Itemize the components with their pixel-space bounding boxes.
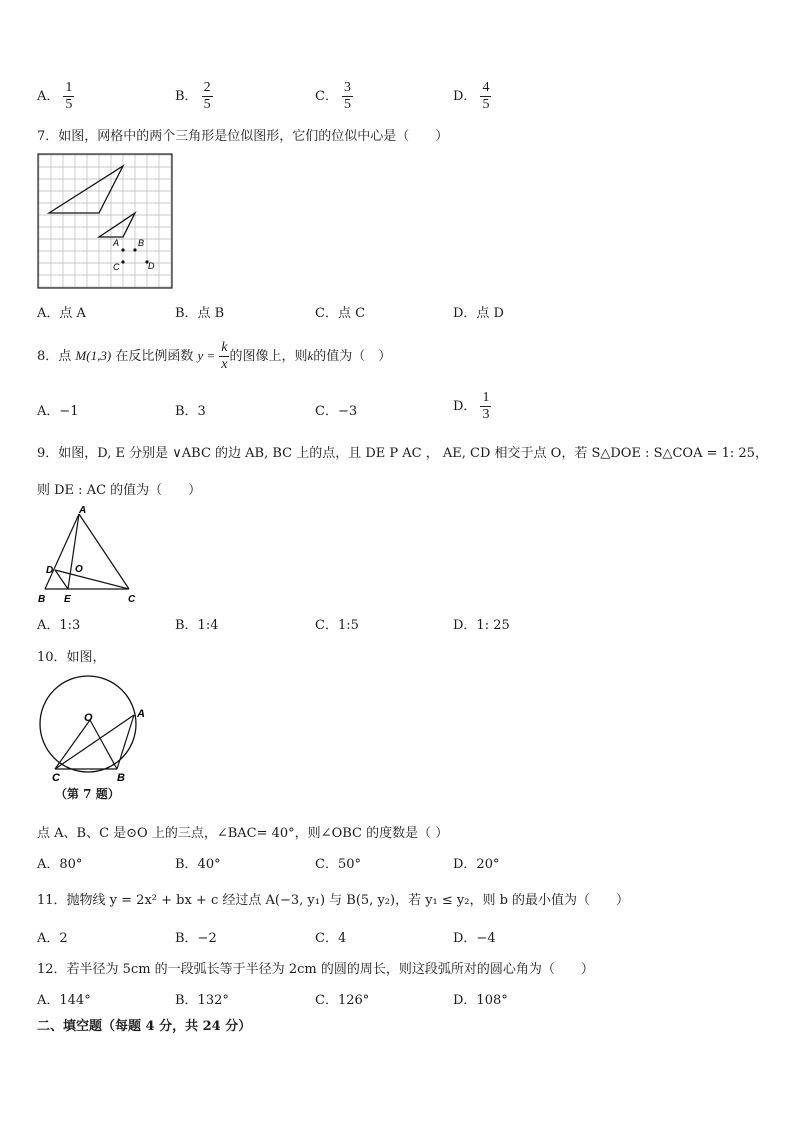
q11-option-b: B．−2	[175, 931, 217, 946]
q10-option-c: C．50°	[315, 857, 361, 872]
q10-circle-figure	[33, 672, 158, 784]
q7-grid-figure	[37, 153, 173, 289]
q8-option-a: A．−1	[37, 404, 79, 419]
q10-figure-caption: （第 7 题）	[55, 787, 120, 801]
q9-option-b: B．1:4	[175, 618, 219, 633]
large-triangle	[49, 166, 123, 213]
q9-triangle-figure	[37, 502, 147, 606]
q10-stem: 10．如图，	[37, 650, 106, 665]
svg-text:C: C	[128, 594, 136, 605]
fraction: $\frac{3}{5}$	[343, 80, 351, 112]
small-triangle	[99, 213, 135, 237]
fraction: $\frac{2}{5}$	[203, 80, 211, 112]
q9-option-d: D．1: 25	[453, 618, 510, 633]
q8-option-d: D． $\frac{1}{3}$	[453, 390, 490, 422]
function-fraction: $\frac{k}{x}$	[221, 340, 228, 372]
svg-text:O: O	[75, 564, 83, 575]
fraction: $\frac{1}{5}$	[65, 80, 73, 112]
q12-option-b: B．132°	[175, 993, 229, 1008]
q6-option-c: C． $\frac{3}{5}$	[315, 80, 351, 112]
q9-stem-line2: 则 DE : AC 的值为（ ）	[37, 483, 202, 498]
q12-option-a: A．144°	[37, 993, 91, 1008]
label-a: A	[113, 238, 120, 248]
q12-option-d: D．108°	[453, 993, 508, 1008]
q12-option-c: C．126°	[315, 993, 370, 1008]
q9-option-c: C．1:5	[315, 618, 359, 633]
svg-text:O: O	[84, 712, 93, 724]
point-b	[121, 248, 124, 251]
svg-text:D: D	[46, 565, 54, 576]
fraction: $\frac{4}{5}$	[482, 80, 490, 112]
q6-option-a: A． $\frac{1}{5}$	[37, 80, 73, 112]
svg-text:A: A	[137, 708, 145, 720]
q9-stem-line1: 9．如图，D, E 分别是 ∨ABC 的边 AB, BC 上的点，且 DE P AC ， AE, CD 相交于点 O，若 S△DOE : S△COA = 1: 25，	[37, 446, 768, 461]
svg-text:C: C	[52, 772, 60, 784]
q12-stem: 12．若半径为 5cm 的一段弧长等于半径为 2cm 的圆的周长，则这段弧所对的圆心角为（ ）	[37, 962, 594, 977]
q11-option-c: C．4	[315, 931, 347, 946]
label-b: B	[138, 238, 145, 248]
q11-stem: 11．抛物线 y = 2x² + bx + c 经过点 A(−3, y₁) 与 B(5, y₂)，若 y₁ ≤ y₂，则 b 的最小值为（ ）	[37, 893, 630, 908]
section-2-heading: 二、填空题（每题 4 分，共 24 分）	[37, 1019, 252, 1034]
point-b2	[133, 248, 136, 251]
q8-option-c: C．−3	[315, 404, 358, 419]
q10-option-d: D．20°	[453, 857, 500, 872]
label-c: C	[113, 262, 120, 272]
q6-option-b: B． $\frac{2}{5}$	[175, 80, 211, 112]
q7-option-c: C．点 C	[315, 306, 366, 321]
q9-option-a: A．1:3	[37, 618, 81, 633]
q10-body: 点 A、B、C 是⊙O 上的三点，∠BAC= 40°，则∠OBC 的度数是（ ）	[37, 826, 449, 841]
q10-option-a: A．80°	[37, 857, 83, 872]
q7-stem: 7．如图，网格中的两个三角形是位似图形，它们的位似中心是（ ）	[37, 129, 449, 144]
q8-stem: 8．点 M(1,3) 在反比例函数 y = $\frac{k}{x}$ 的图像上，则k的值为（ ）	[37, 340, 392, 372]
q10-option-b: B．40°	[175, 857, 221, 872]
svg-text:A: A	[79, 505, 87, 516]
q7-option-b: B．点 B	[175, 306, 225, 321]
q11-option-d: D．−4	[453, 931, 496, 946]
q7-option-a: A．点 A	[37, 306, 86, 321]
q11-option-a: A．2	[37, 931, 68, 946]
svg-text:E: E	[64, 594, 71, 605]
fraction: $\frac{1}{3}$	[482, 390, 490, 422]
q7-option-d: D．点 D	[453, 306, 504, 321]
label-d: D	[148, 261, 155, 271]
q6-option-d: D． $\frac{4}{5}$	[453, 80, 490, 112]
svg-text:B: B	[38, 594, 46, 605]
svg-text:B: B	[117, 772, 125, 784]
point-c	[121, 260, 124, 263]
q8-option-b: B．3	[175, 404, 206, 419]
